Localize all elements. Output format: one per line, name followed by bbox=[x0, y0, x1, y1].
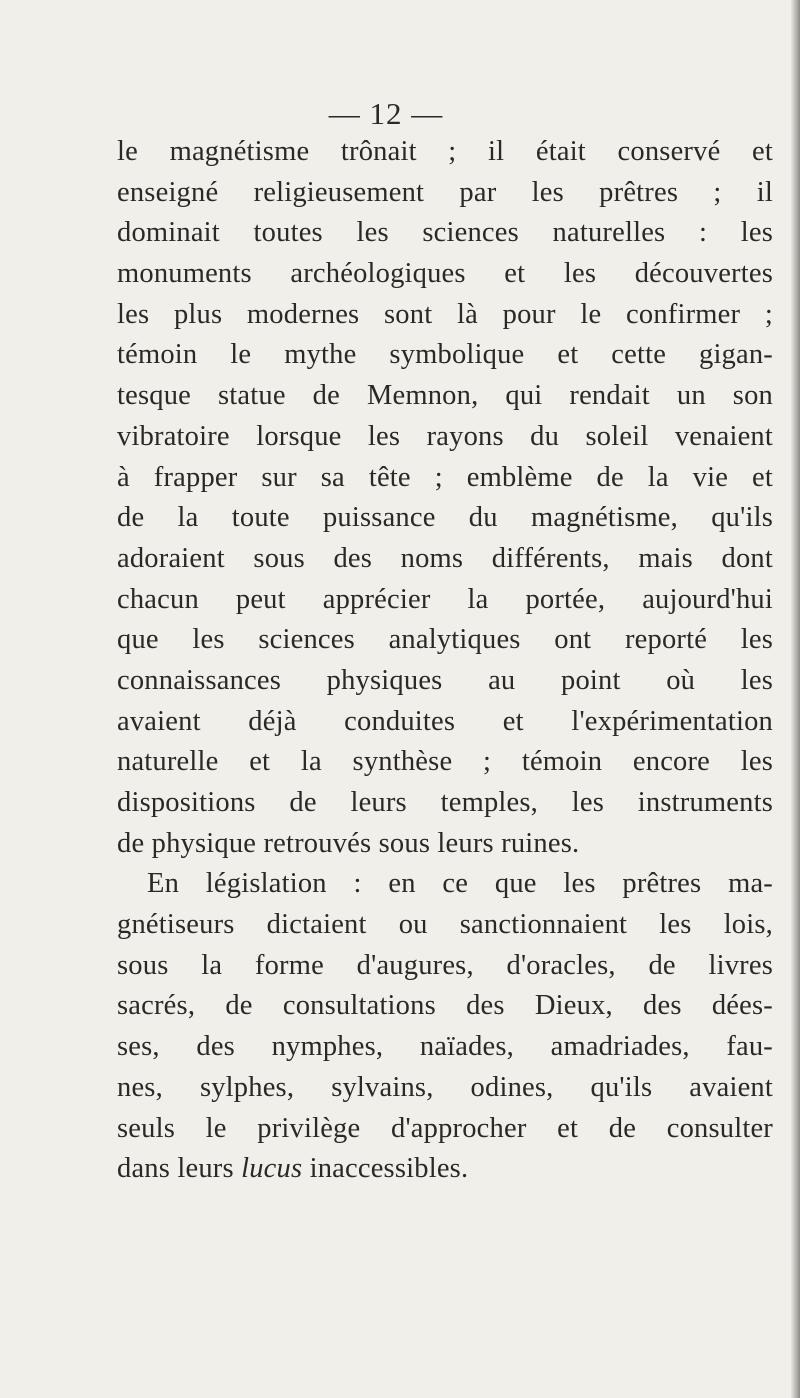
body-text bbox=[117, 132, 773, 1190]
text-line: les plus modernes sont là pour le confirmer ; bbox=[117, 298, 773, 330]
text-line: connaissances physiques au point où les bbox=[117, 664, 773, 696]
text-line: de la toute puissance du magnétisme, qu'ils bbox=[117, 502, 773, 534]
text-line: à frapper sur sa tête ; emblème de la vie et bbox=[117, 461, 773, 493]
page-number: — 12 — bbox=[328, 96, 444, 131]
text-line: dispositions de leurs temples, les instruments bbox=[117, 787, 773, 818]
text-line: nes, sylphes, sylvains, odines, qu'ils avaient bbox=[117, 1071, 773, 1103]
text-segment: dans leurs bbox=[117, 1153, 242, 1185]
text-line: sous la forme d'augures, d'oracles, de livres bbox=[117, 949, 773, 981]
text-line: monuments archéologiques et les découvertes bbox=[117, 258, 773, 290]
text-line: le magnétisme trônait ; il était conservé et bbox=[117, 136, 773, 167]
text-line: gnétiseurs dictaient ou sanctionnaient les lois, bbox=[117, 909, 773, 941]
text-line: que les sciences analytiques ont reporté les bbox=[117, 624, 773, 656]
text-line-last bbox=[117, 1149, 773, 1190]
italic-word: lucus bbox=[241, 1153, 303, 1185]
text-line: tesque statue de Memnon, qui rendait un son bbox=[117, 380, 773, 412]
text-line: avaient déjà conduites et l'expérimentation bbox=[117, 705, 773, 737]
text-segment: inaccessibles. bbox=[302, 1153, 469, 1185]
text-line: dominait toutes les sciences naturelles : les bbox=[117, 217, 773, 249]
paragraph-2 bbox=[117, 864, 773, 1190]
text-line: chacun peut apprécier la portée, aujourd'hui bbox=[117, 583, 773, 615]
text-line: ses, des nymphes, naïades, amadriades, fau- bbox=[117, 1031, 773, 1063]
paragraph-1 bbox=[117, 132, 773, 864]
page-edge-shadow bbox=[791, 0, 800, 1398]
text-line: enseigné religieusement par les prêtres ; il bbox=[117, 176, 773, 208]
text-line: sacrés, de consultations des Dieux, des dées- bbox=[117, 990, 773, 1022]
text-line: vibratoire lorsque les rayons du soleil venaient bbox=[117, 420, 773, 452]
text-line: En législation : en ce que les prêtres ma- bbox=[147, 868, 773, 900]
text-line: naturelle et la synthèse ; témoin encore les bbox=[117, 746, 773, 778]
text-line: seuls le privilège d'approcher et de consulter bbox=[117, 1112, 773, 1144]
text-line: adoraient sous des noms différents, mais dont bbox=[117, 542, 773, 574]
text-line: témoin le mythe symbolique et cette gigan- bbox=[117, 339, 773, 371]
text-line: de physique retrouvés sous leurs ruines. bbox=[117, 827, 580, 859]
